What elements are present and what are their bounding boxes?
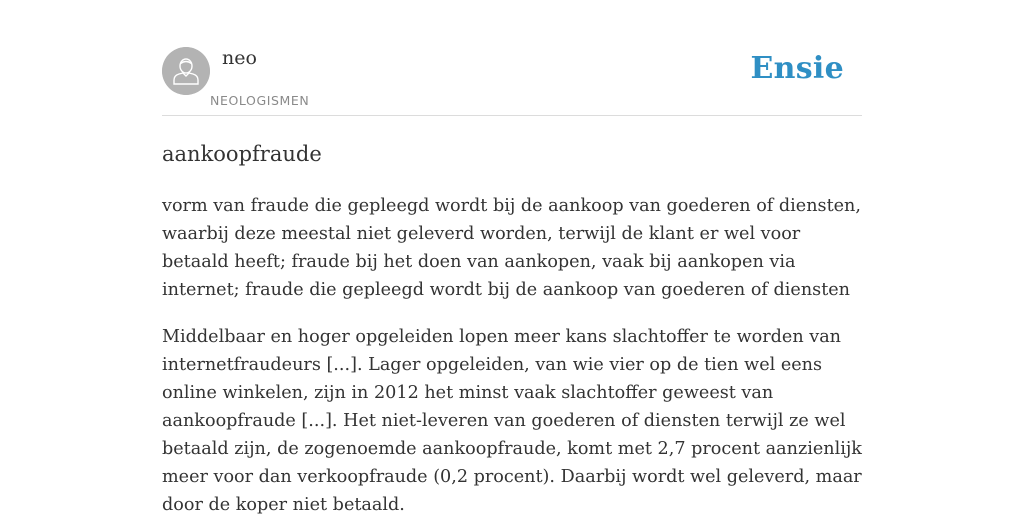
entry-term: aankoopfraude: [162, 142, 322, 166]
entry-definition: vorm van fraude die gepleegd wordt bij de aankoop van goederen of diensten, waarbij deze meestal niet geleverd worden, terwijl de klant er wel voor betaald heeft; fraude bij het doen van aankopen, vaak bij aankopen via internet; fraude die gepleegd wordt bij de aankoop van goederen of diensten: [162, 196, 861, 300]
entry-header: [162, 0, 862, 116]
entry-card: [162, 0, 862, 515]
entry-example: Middelbaar en hoger opgeleiden lopen meer kans slachtoffer te worden van internetfraudeurs [...]. Lager opgeleiden, van wie vier op de tien wel eens online winkelen, zijn in 2012 het minst vaak slachtoffer geweest van aankoopfraude [...]. Het niet-leveren van goederen of diensten terwijl ze wel betaald zijn, de zogenoemde aankoopfraude, komt met 2,7 procent aanzienlijk meer voor dan verkoopfraude (0,2 procent). Daarbij wordt wel geleverd, maar door de koper niet betaald.: [162, 327, 862, 515]
brand-logo[interactable]: Ensie: [750, 51, 844, 86]
user-avatar-icon[interactable]: [162, 47, 210, 95]
username-link[interactable]: neo: [222, 47, 257, 69]
user-silhouette-icon: [162, 47, 210, 95]
category-label[interactable]: NEOLOGISMEN: [210, 93, 310, 108]
